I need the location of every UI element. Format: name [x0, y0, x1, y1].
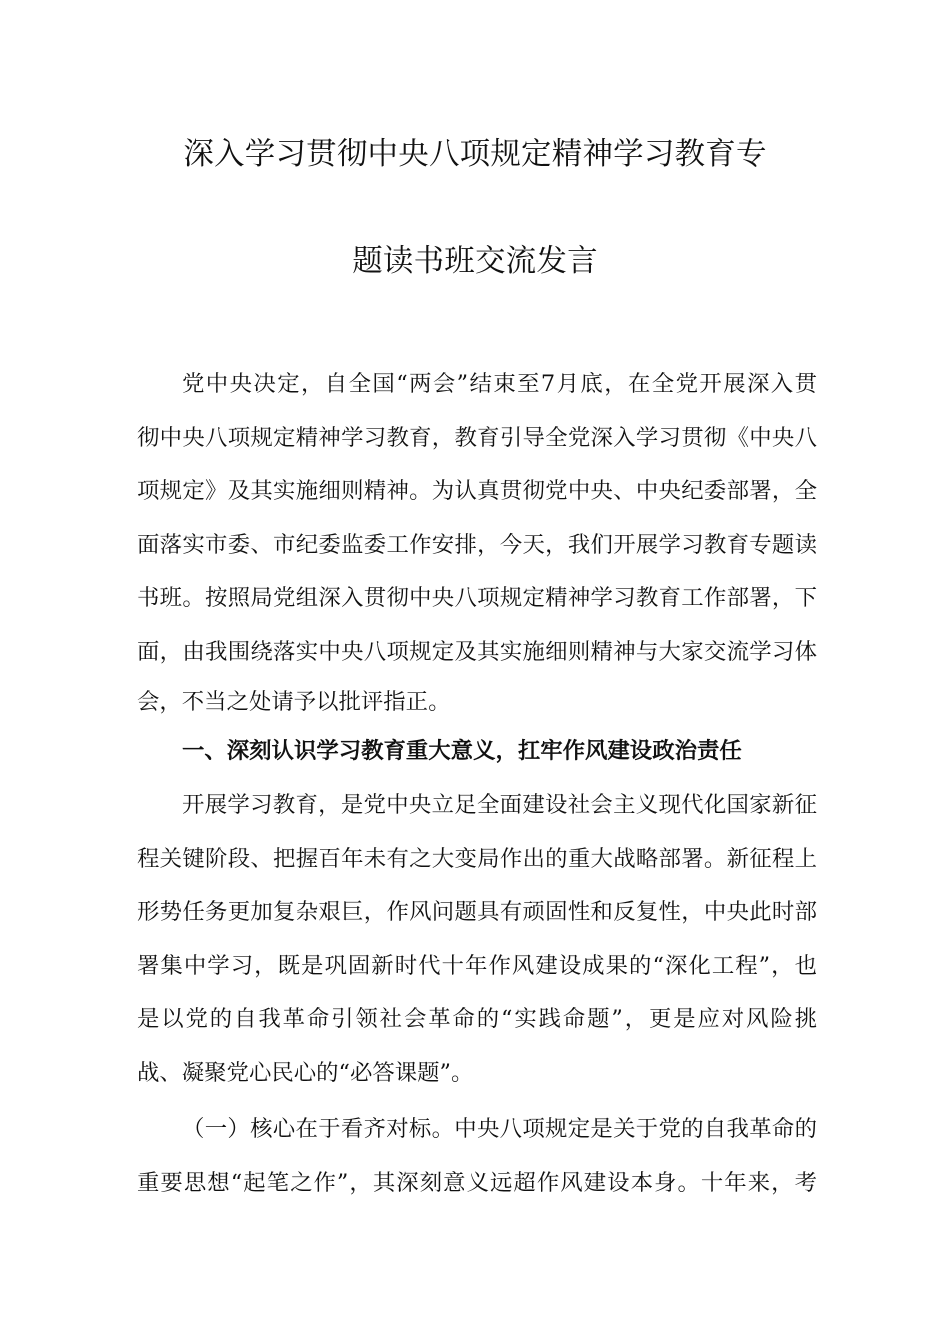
- text-line: 党中央决定，自全国“两会”结束至7月底，在全党开展深入贯: [182, 371, 817, 397]
- paragraph-significance: [137, 779, 817, 1101]
- text-line: 面，由我围绕落实中央八项规定及其实施细则精神与大家交流学习体: [137, 638, 817, 665]
- text-line: 是以党的自我革命引领社会革命的“实践命题”，更是应对风险挑: [137, 1006, 817, 1033]
- section-heading-text: 一、深刻认识学习教育重大意义，扛牢作风建设政治责任: [182, 738, 742, 764]
- text-line: （一）核心在于看齐对标。中央八项规定是关于党的自我革命的: [182, 1116, 817, 1142]
- paragraph-intro: [137, 358, 817, 725]
- text-line: 面落实市委、市纪委监委工作安排，今天，我们开展学习教育专题读: [137, 531, 817, 558]
- text-line: 署集中学习，既是巩固新时代十年作风建设成果的“深化工程”，也: [137, 952, 817, 979]
- document-title-line-2: 题读书班交流发言: [352, 244, 598, 279]
- text-line: 重要思想“起笔之作”，其深刻意义远超作风建设本身。十年来，考: [137, 1169, 817, 1196]
- document-title-line-1: 深入学习贯彻中央八项规定精神学习教育专: [183, 137, 767, 172]
- paragraph-subsection-1: [137, 1103, 817, 1210]
- text-line: 彻中央八项规定精神学习教育，教育引导全党深入学习贯彻《中央八: [137, 424, 817, 451]
- section-heading-1: [137, 725, 817, 779]
- text-line: 形势任务更加复杂艰巨，作风问题具有顽固性和反复性，中央此时部: [137, 899, 817, 926]
- text-line: 会，不当之处请予以批评指正。: [137, 688, 451, 715]
- text-line: 战、凝聚党心民心的“必答课题”。: [137, 1059, 474, 1086]
- text-line: 项规定》及其实施细则精神。为认真贯彻党中央、中央纪委部署，全: [137, 478, 817, 505]
- text-line: 开展学习教育，是党中央立足全面建设社会主义现代化国家新征: [182, 792, 817, 818]
- text-line: 书班。按照局党组深入贯彻中央八项规定精神学习教育工作部署，下: [137, 585, 817, 612]
- text-line: 程关键阶段、把握百年未有之大变局作出的重大战略部署。新征程上: [137, 845, 817, 872]
